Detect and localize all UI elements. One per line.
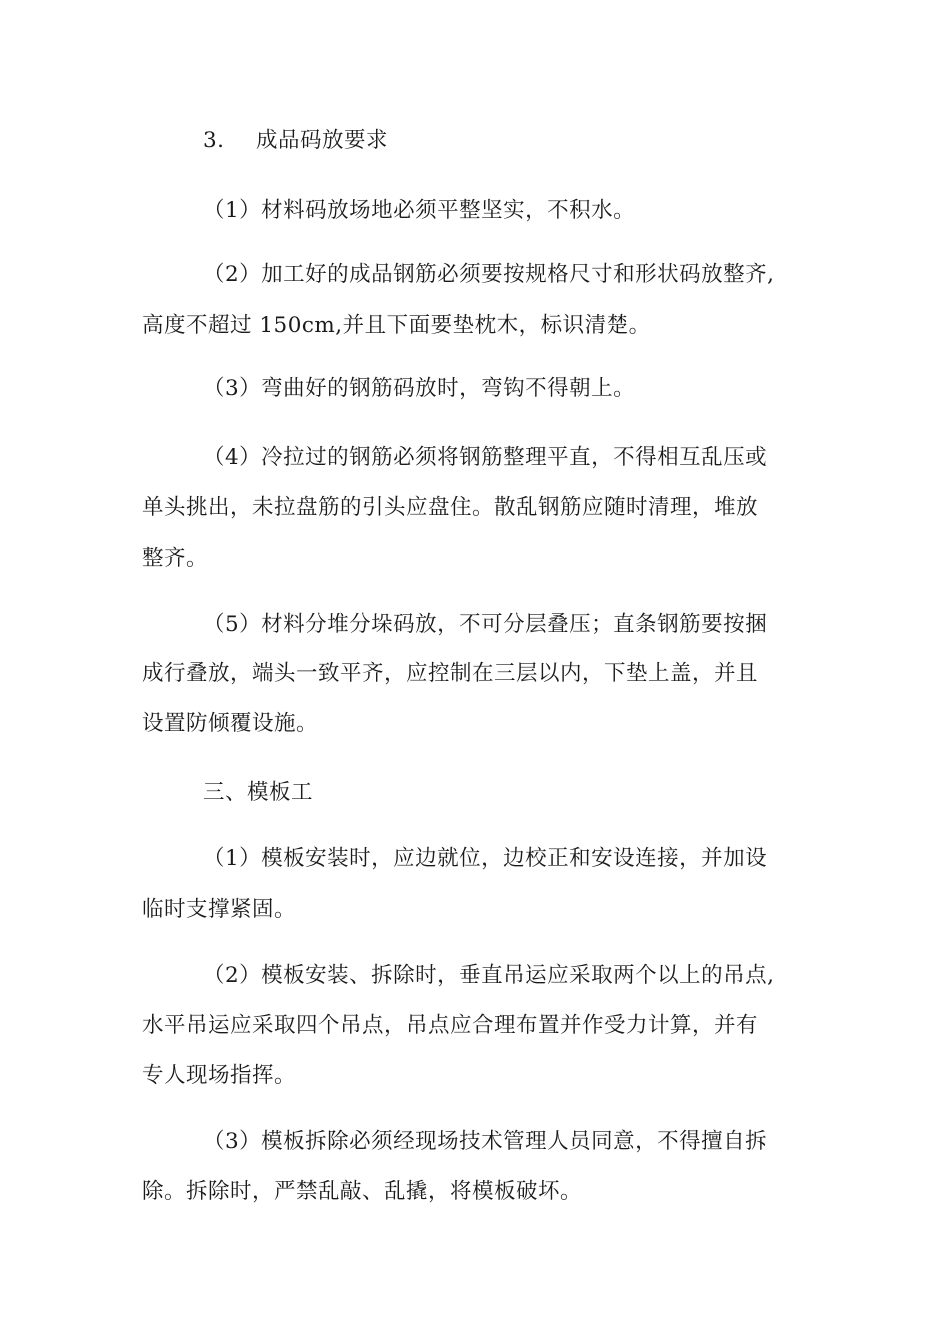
formwork-item-1-line-2: 临时支撑紧固。: [142, 897, 297, 922]
section-title: 成品码放要求: [256, 128, 389, 153]
stacking-item-4-line-1: （4）冷拉过的钢筋必须将钢筋整理平直，不得相互乱压或: [203, 445, 768, 470]
chapter-heading: 三、模板工: [203, 780, 314, 805]
stacking-item-5-line-1: （5）材料分堆分垛码放，不可分层叠压；直条钢筋要按捆: [203, 612, 768, 637]
stacking-item-3-line-1: （3）弯曲好的钢筋码放时，弯钩不得朝上。: [203, 376, 636, 401]
stacking-item-5-line-3: 设置防倾覆设施。: [142, 711, 319, 736]
stacking-item-2-line-1: （2）加工好的成品钢筋必须要按规格尺寸和形状码放整齐,: [203, 262, 775, 287]
formwork-item-1-line-1: （1）模板安装时，应边就位，边校正和安设连接，并加设: [203, 846, 768, 871]
stacking-item-4-line-2: 单头挑出，未拉盘筋的引头应盘住。散乱钢筋应随时清理，堆放: [142, 495, 759, 520]
stacking-item-5-line-2: 成行叠放，端头一致平齐，应控制在三层以内，下垫上盖，并且: [142, 661, 759, 686]
stacking-item-2-line-2: 高度不超过 150cm,并且下面要垫枕木，标识清楚。: [142, 313, 651, 338]
section-number: 3.: [203, 128, 225, 153]
formwork-item-3-line-1: （3）模板拆除必须经现场技术管理人员同意，不得擅自拆: [203, 1129, 768, 1154]
section-heading: [203, 126, 388, 156]
stacking-item-4-line-3: 整齐。: [142, 546, 209, 571]
formwork-item-2-line-3: 专人现场指挥。: [142, 1063, 297, 1088]
formwork-item-3-line-2: 除。拆除时，严禁乱敲、乱撬，将模板破坏。: [142, 1179, 583, 1204]
formwork-item-2-line-1: （2）模板安装、拆除时，垂直吊运应采取两个以上的吊点,: [203, 963, 775, 988]
formwork-item-2-line-2: 水平吊运应采取四个吊点，吊点应合理布置并作受力计算，并有: [142, 1013, 759, 1038]
stacking-item-1-line-1: （1）材料码放场地必须平整坚实，不积水。: [203, 198, 636, 223]
